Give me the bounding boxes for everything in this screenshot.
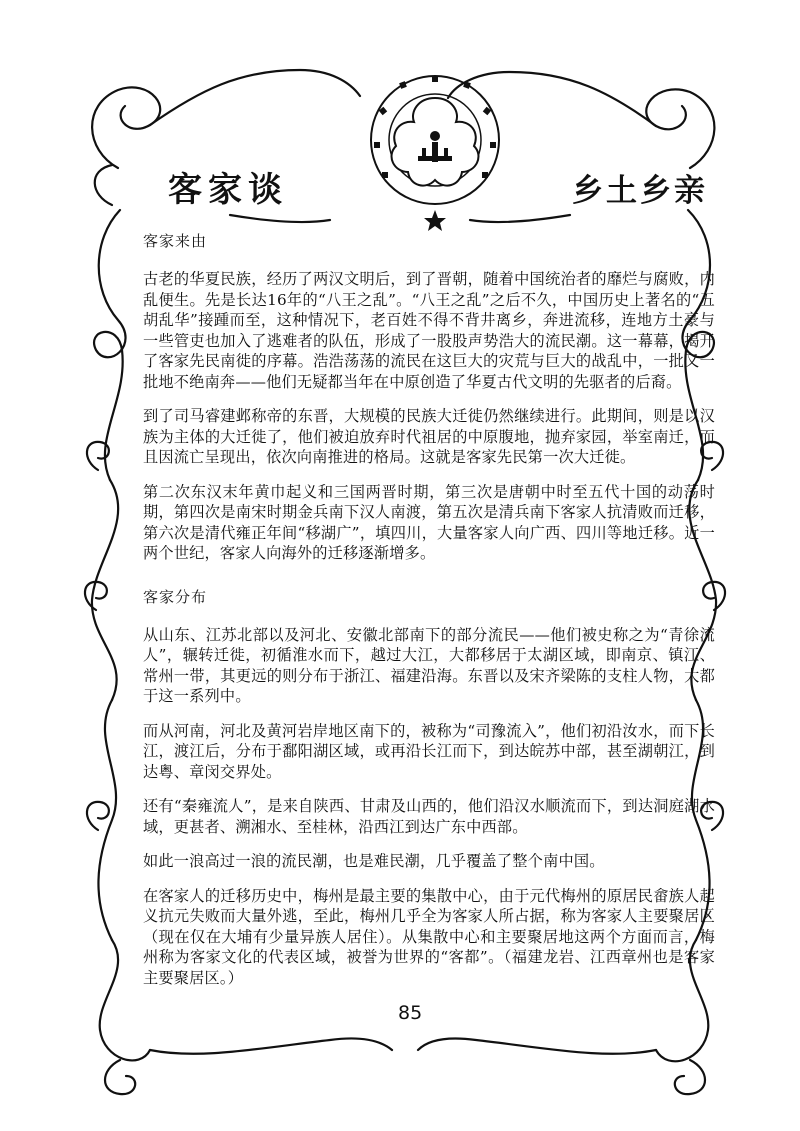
column-subtitle: 乡土乡亲: [572, 173, 708, 209]
section-distribution: [143, 586, 715, 989]
paragraph: 到了司马睿建邺称帝的东晋，大规模的民族大迁徙仍然继续进行。此期间，则是以汉族为主体的大迁徙了，他们被迫放弃时代祖居的中原腹地，抛弃家园，举室南迁，而且因流亡呈现出，依次向南推进的格局。这就是客家先民第一次大迁徙。: [143, 407, 715, 466]
paragraph: 在客家人的迁移历史中，梅州是最主要的集散中心，由于元代梅州的原居民畲族人起义抗元失败而大量外逃，至此，梅州几乎全为客家人所占据，称为客家人主要聚居区（现在仅在大埔有少量异族人居住）。从集散中心和主要聚居地这两个方面而言，梅州称为客家文化的代表区域，被誉为世界的“客都”。（福建龙岩、江西章州也是客家主要聚居区。）: [143, 886, 715, 987]
paragraph: 还有“秦雍流人”，是来自陕西、甘肃及山西的，他们沿汉水顺流而下，到达洞庭湖水域，更甚者、溯湘水、至桂林，沿西江到达广东中西部。: [143, 797, 715, 836]
plum-blossom-emblem-icon: [360, 68, 510, 233]
paragraph: 第二次东汉末年黄巾起义和三国两晋时期，第三次是唐朝中时至五代十国的动荡时期，第四次是南宋时期金兵南下汉人南渡，第五次是清兵南下客家人抗清败而迁移，第六次是清代雍正年间“移湖广”，填四川，大量客家人向广西、四川等地迁移。近一两个世纪，客家人向海外的迁移逐渐增多。: [143, 482, 715, 562]
paragraph: 从山东、江苏北部以及河北、安徽北部南下的部分流民——他们被史称之为“青徐流人”，辗转迁徙，初循淮水而下，越过大江，大都移居于太湖区域，即南京、镇江、常州一带，其更远的则分布于浙江、福建沿海。东晋以及宋齐梁陈的支柱人物，大都于这一系列中。: [143, 625, 715, 705]
paragraph: 如此一浪高过一浪的流民潮，也是难民潮，几乎覆盖了整个南中国。: [143, 852, 605, 870]
section-heading: 客家分布: [143, 587, 208, 606]
column-title: 客家谈: [168, 170, 288, 210]
paragraph: 而从河南，河北及黄河岩岸地区南下的，被称为“司豫流入”，他们初沿汝水，而下长江，渡江后，分布于鄱阳湖区域，或再沿长江而下，到达皖苏中部，甚至湖朝江，到达粤、章闵交界处。: [143, 721, 715, 781]
page-number: 85: [398, 1002, 423, 1024]
article-body: [143, 230, 715, 1002]
section-origin: [143, 230, 715, 564]
paragraph: 古老的华夏民族，经历了两汉文明后，到了晋朝，随着中国统治者的靡烂与腐败，内乱便生。先是长达16年的“八王之乱”。“八王之乱”之后不久，中国历史上著名的“五胡乱华”接踵而至，这种情况下，老百姓不得不背井离乡，奔进流移，连地方土豪与一些管吏也加入了逃难者的队伍，形成了一股股声势浩大的流民潮。这一幕幕，揭开了客家先民南徙的序幕。浩浩荡荡的流民在这巨大的灾荒与巨大的战乱中，一批又一批地不绝南奔——他们无疑都当年在中原创造了华夏古代文明的先驱者的后裔。: [143, 270, 715, 391]
section-heading: 客家来由: [143, 232, 208, 250]
